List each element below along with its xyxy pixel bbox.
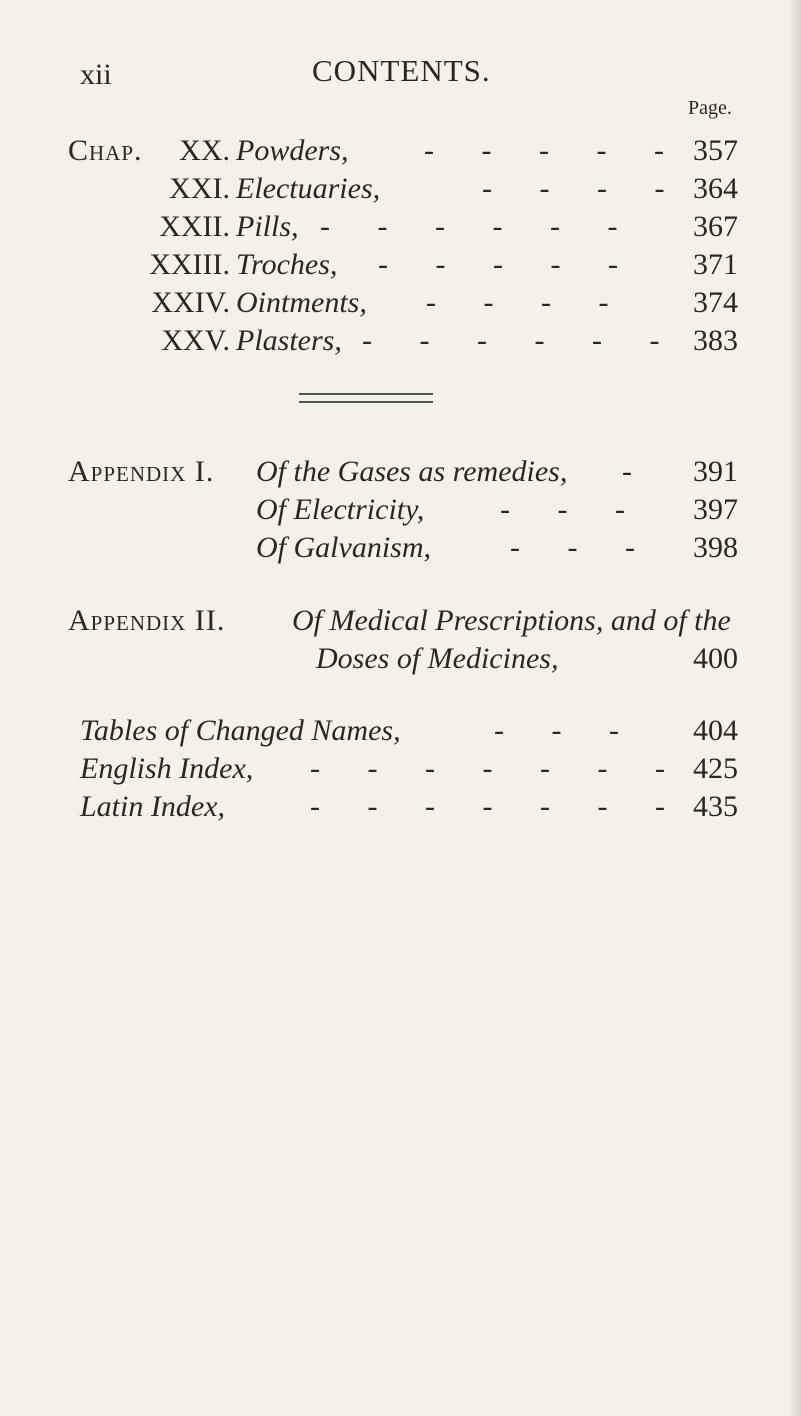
toc-entry (0, 172, 801, 212)
dot-leaders: - - - - - (424, 134, 684, 167)
chapter-title: Powders, (236, 134, 349, 167)
page-ref: 357 (693, 134, 738, 167)
index-title: Tables of Changed Names, (80, 714, 401, 747)
toc-entry (0, 752, 801, 792)
dot-leaders: - - - (500, 493, 645, 526)
chapter-prefix: Chap. (68, 134, 143, 167)
page-title: CONTENTS. (312, 53, 491, 88)
page-ref: 404 (693, 714, 738, 747)
chapter-title: Pills, (236, 210, 299, 243)
dot-leaders: - - - - (482, 172, 685, 205)
dot-leaders: - - - - - (378, 248, 638, 281)
page-ref: 364 (693, 172, 738, 205)
dot-leaders: - - - - - - (362, 324, 680, 357)
chapter-numeral: XXII. (159, 210, 230, 243)
section-divider (299, 393, 433, 403)
appendix-label: Appendix I. (68, 455, 215, 488)
index-title: Latin Index, (80, 790, 225, 823)
chapter-numeral: XXIV. (151, 286, 230, 319)
page-ref: 367 (693, 210, 738, 243)
toc-entry (0, 714, 801, 754)
page-ref: 383 (693, 324, 738, 357)
chapter-title: Electuaries, (236, 172, 381, 205)
dot-leaders: - - - (510, 531, 655, 564)
appendix-title: Of Medical Prescriptions, and of the (292, 604, 731, 637)
dot-leaders: - (622, 455, 652, 488)
page-ref: 425 (693, 752, 738, 785)
page-number: xii (80, 58, 112, 91)
toc-entry (0, 324, 801, 364)
page-ref: 400 (693, 642, 738, 675)
toc-entry (0, 134, 801, 174)
index-title: English Index, (80, 752, 254, 785)
page-ref: 371 (693, 248, 738, 281)
toc-entry (0, 248, 801, 288)
page-ref: 374 (693, 286, 738, 319)
chapter-numeral: XX. (179, 134, 230, 167)
dot-leaders: - - - - - - - (310, 752, 685, 785)
dot-leaders: - - - - (426, 286, 629, 319)
toc-entry (0, 493, 801, 533)
appendix-title: Of the Gases as remedies, (256, 455, 568, 488)
chapter-title: Ointments, (236, 286, 367, 319)
toc-entry (0, 286, 801, 326)
dot-leaders: - - - - - - (320, 210, 638, 243)
toc-entry (0, 604, 801, 644)
chapter-numeral: XXIII. (149, 248, 230, 281)
appendix-title: Of Electricity, (256, 493, 425, 526)
dot-leaders: - - - - - - - (310, 790, 685, 823)
page-ref: 397 (693, 493, 738, 526)
toc-entry (0, 210, 801, 250)
toc-entry (0, 790, 801, 830)
chapter-title: Troches, (236, 248, 338, 281)
page-ref: 391 (693, 455, 738, 488)
chapter-title: Plasters, (236, 324, 342, 357)
toc-entry (0, 642, 801, 682)
page-column-label: Page. (688, 97, 732, 119)
toc-entry (0, 531, 801, 571)
appendix-title-continued: Doses of Medicines, (316, 642, 559, 675)
appendix-label: Appendix II. (68, 604, 226, 637)
appendix-title: Of Galvanism, (256, 531, 431, 564)
page-ref: 435 (693, 790, 738, 823)
page-ref: 398 (693, 531, 738, 564)
chapter-numeral: XXV. (161, 324, 230, 357)
dot-leaders: - - - (494, 714, 639, 747)
chapter-numeral: XXI. (169, 172, 230, 205)
toc-entry (0, 455, 801, 495)
